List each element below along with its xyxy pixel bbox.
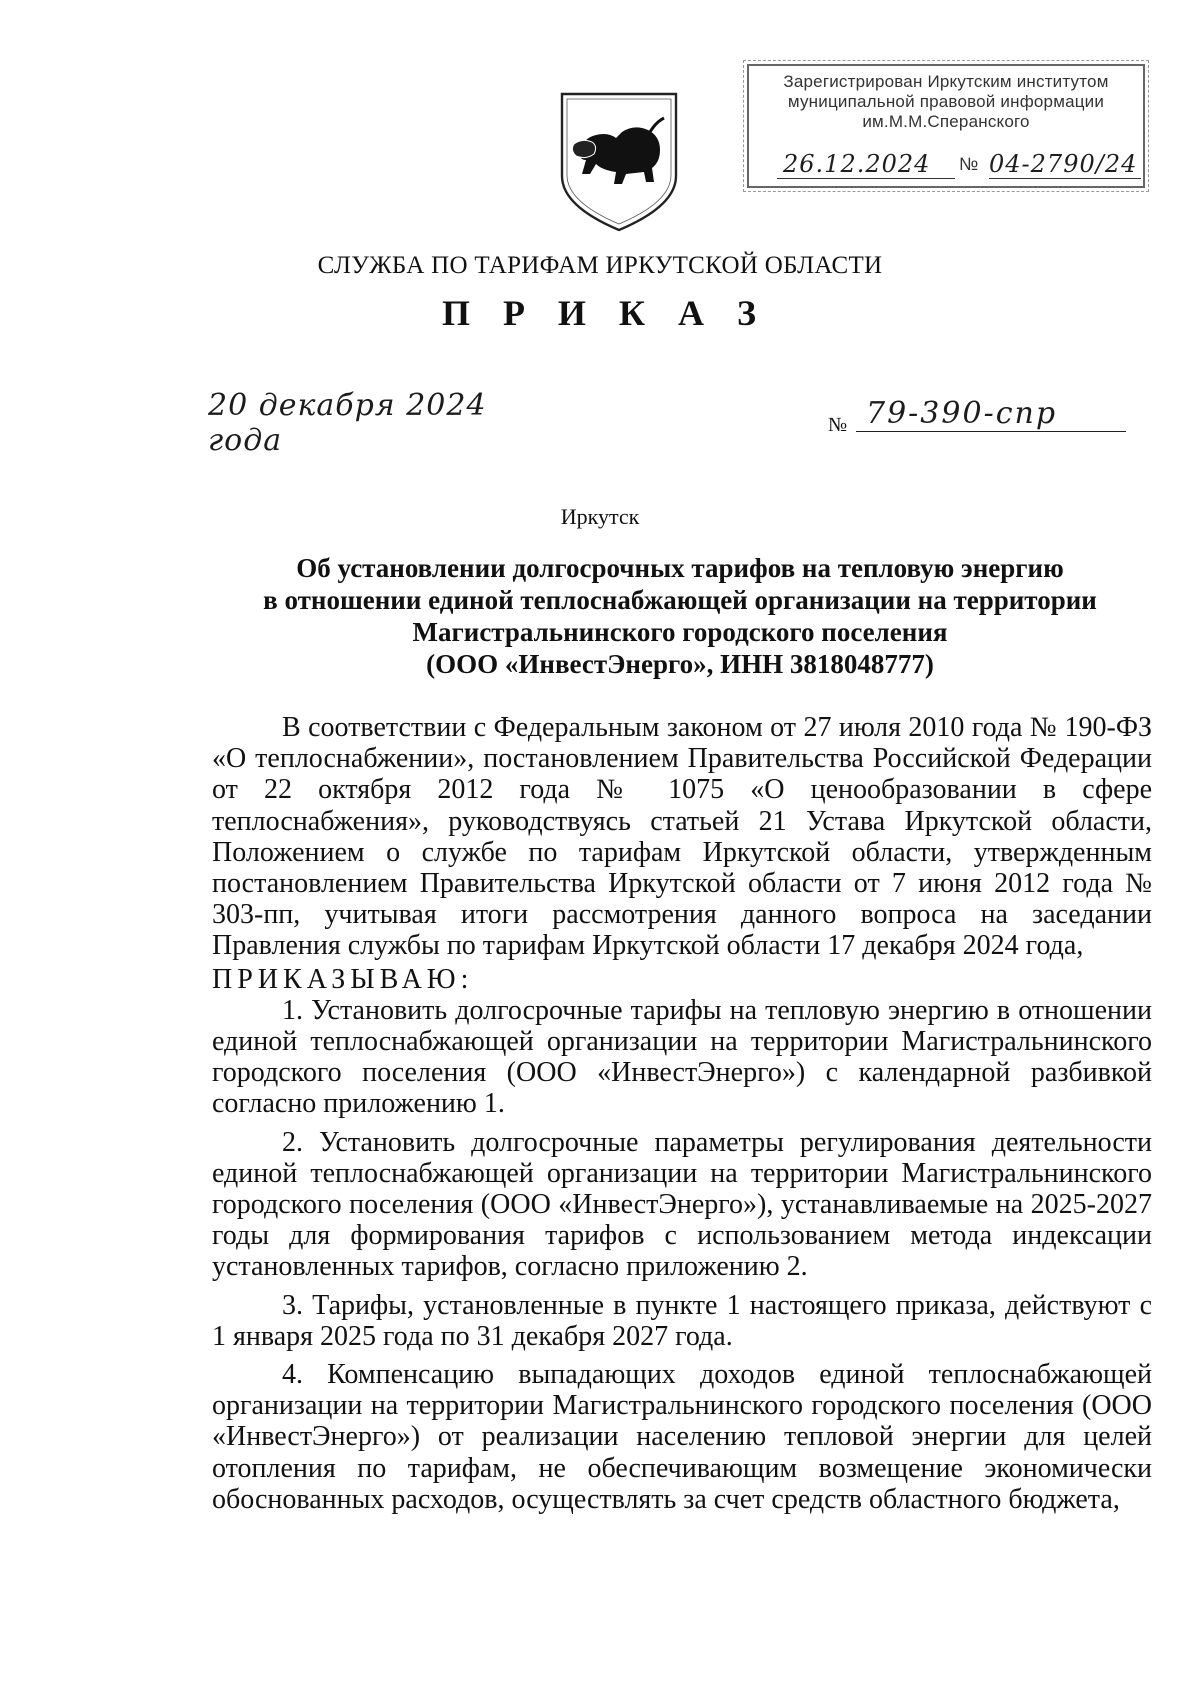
stamp-line-1: Зарегистрирован Иркутским институтом: [783, 72, 1109, 91]
order-number-handwritten: 79-390-спр: [856, 396, 1126, 432]
order-item-1: 1. Установить долгосрочные тарифы на тепловую энергию в отношении единой теплоснабжающей организации на территории Магистральнинского городского поселения (ООО «ИнвестЭнерго») с календарной разбивкой согласно приложению 1.: [212, 994, 1152, 1120]
order-number-label: №: [828, 414, 848, 436]
preamble-paragraph: В соответствии с Федеральным законом от 27 июля 2010 года № 190-ФЗ «О теплоснабжении», постановлением Правительства Российской Федерации от 22 октября 2012 года № 1075 «О ценообразовании в сфере теплоснабжения», руководствуясь статьей 21 Устава Иркутской области, Положением о службе по тарифам Иркутской области, утвержденным постановлением Правительства Иркутской области от 7 июня 2012 года № 303-пп, учитывая итоги рассмотрения данного вопроса на заседании Правления службы по тарифам Иркутской области 17 декабря 2024 года,: [212, 712, 1152, 962]
order-date-handwritten: 20 декабря 2024 года: [208, 388, 487, 458]
heading-line-1: Об установлении долгосрочных тарифов на тепловую энергию: [296, 553, 1064, 583]
heading-line-4: (ООО «ИнвестЭнерго», ИНН 3818048777): [426, 649, 934, 679]
order-item-3: 3. Тарифы, установленные в пункте 1 настоящего приказа, действуют с 1 января 2025 года по 31 декабря 2027 года.: [212, 1289, 1152, 1352]
registration-stamp: [747, 64, 1145, 188]
heading-line-3: Магистральнинского городского поселения: [412, 617, 948, 647]
order-subject-heading: [200, 552, 1160, 680]
stamp-date-handwritten: 26.12.2024: [777, 150, 955, 179]
order-body: [212, 712, 1152, 1515]
stamp-number-handwritten: 04-2790/24: [989, 150, 1141, 179]
city-name: Иркутск: [560, 504, 640, 529]
stamp-number-label: №: [959, 154, 979, 174]
heading-line-2: в отношении единой теплоснабжающей организации на территории: [263, 585, 1097, 615]
document-type-title: П Р И К А З: [441, 293, 769, 333]
order-item-4: 4. Компенсацию выпадающих доходов единой теплоснабжающей организации на территории Магистральнинского городского поселения (ООО «ИнвестЭнерго») от реализации населению тепловой энергии для целей отопления по тарифам, не обеспечивающим возмещение экономически обоснованных расходов, осуществлять за счет средств областного бюджета,: [212, 1359, 1152, 1515]
order-item-2: 2. Установить долгосрочные параметры регулирования деятельности единой теплоснабжающей организации на территории Магистральнинского городского поселения (ООО «ИнвестЭнерго»), устанавливаемые на 2025-2027 годы для формирования тарифов с использованием метода индексации установленных тарифов, согласно приложению 2.: [212, 1126, 1152, 1283]
agency-name: СЛУЖБА ПО ТАРИФАМ ИРКУТСКОЙ ОБЛАСТИ: [317, 252, 883, 279]
stamp-line-2: муниципальной правовой информации: [787, 92, 1105, 111]
order-directive-word: ПРИКАЗЫВАЮ:: [212, 963, 474, 995]
coat-of-arms-emblem: [556, 88, 682, 234]
stamp-line-3: им.М.М.Сперанского: [862, 112, 1030, 131]
stamp-registration-row: [763, 150, 1138, 180]
